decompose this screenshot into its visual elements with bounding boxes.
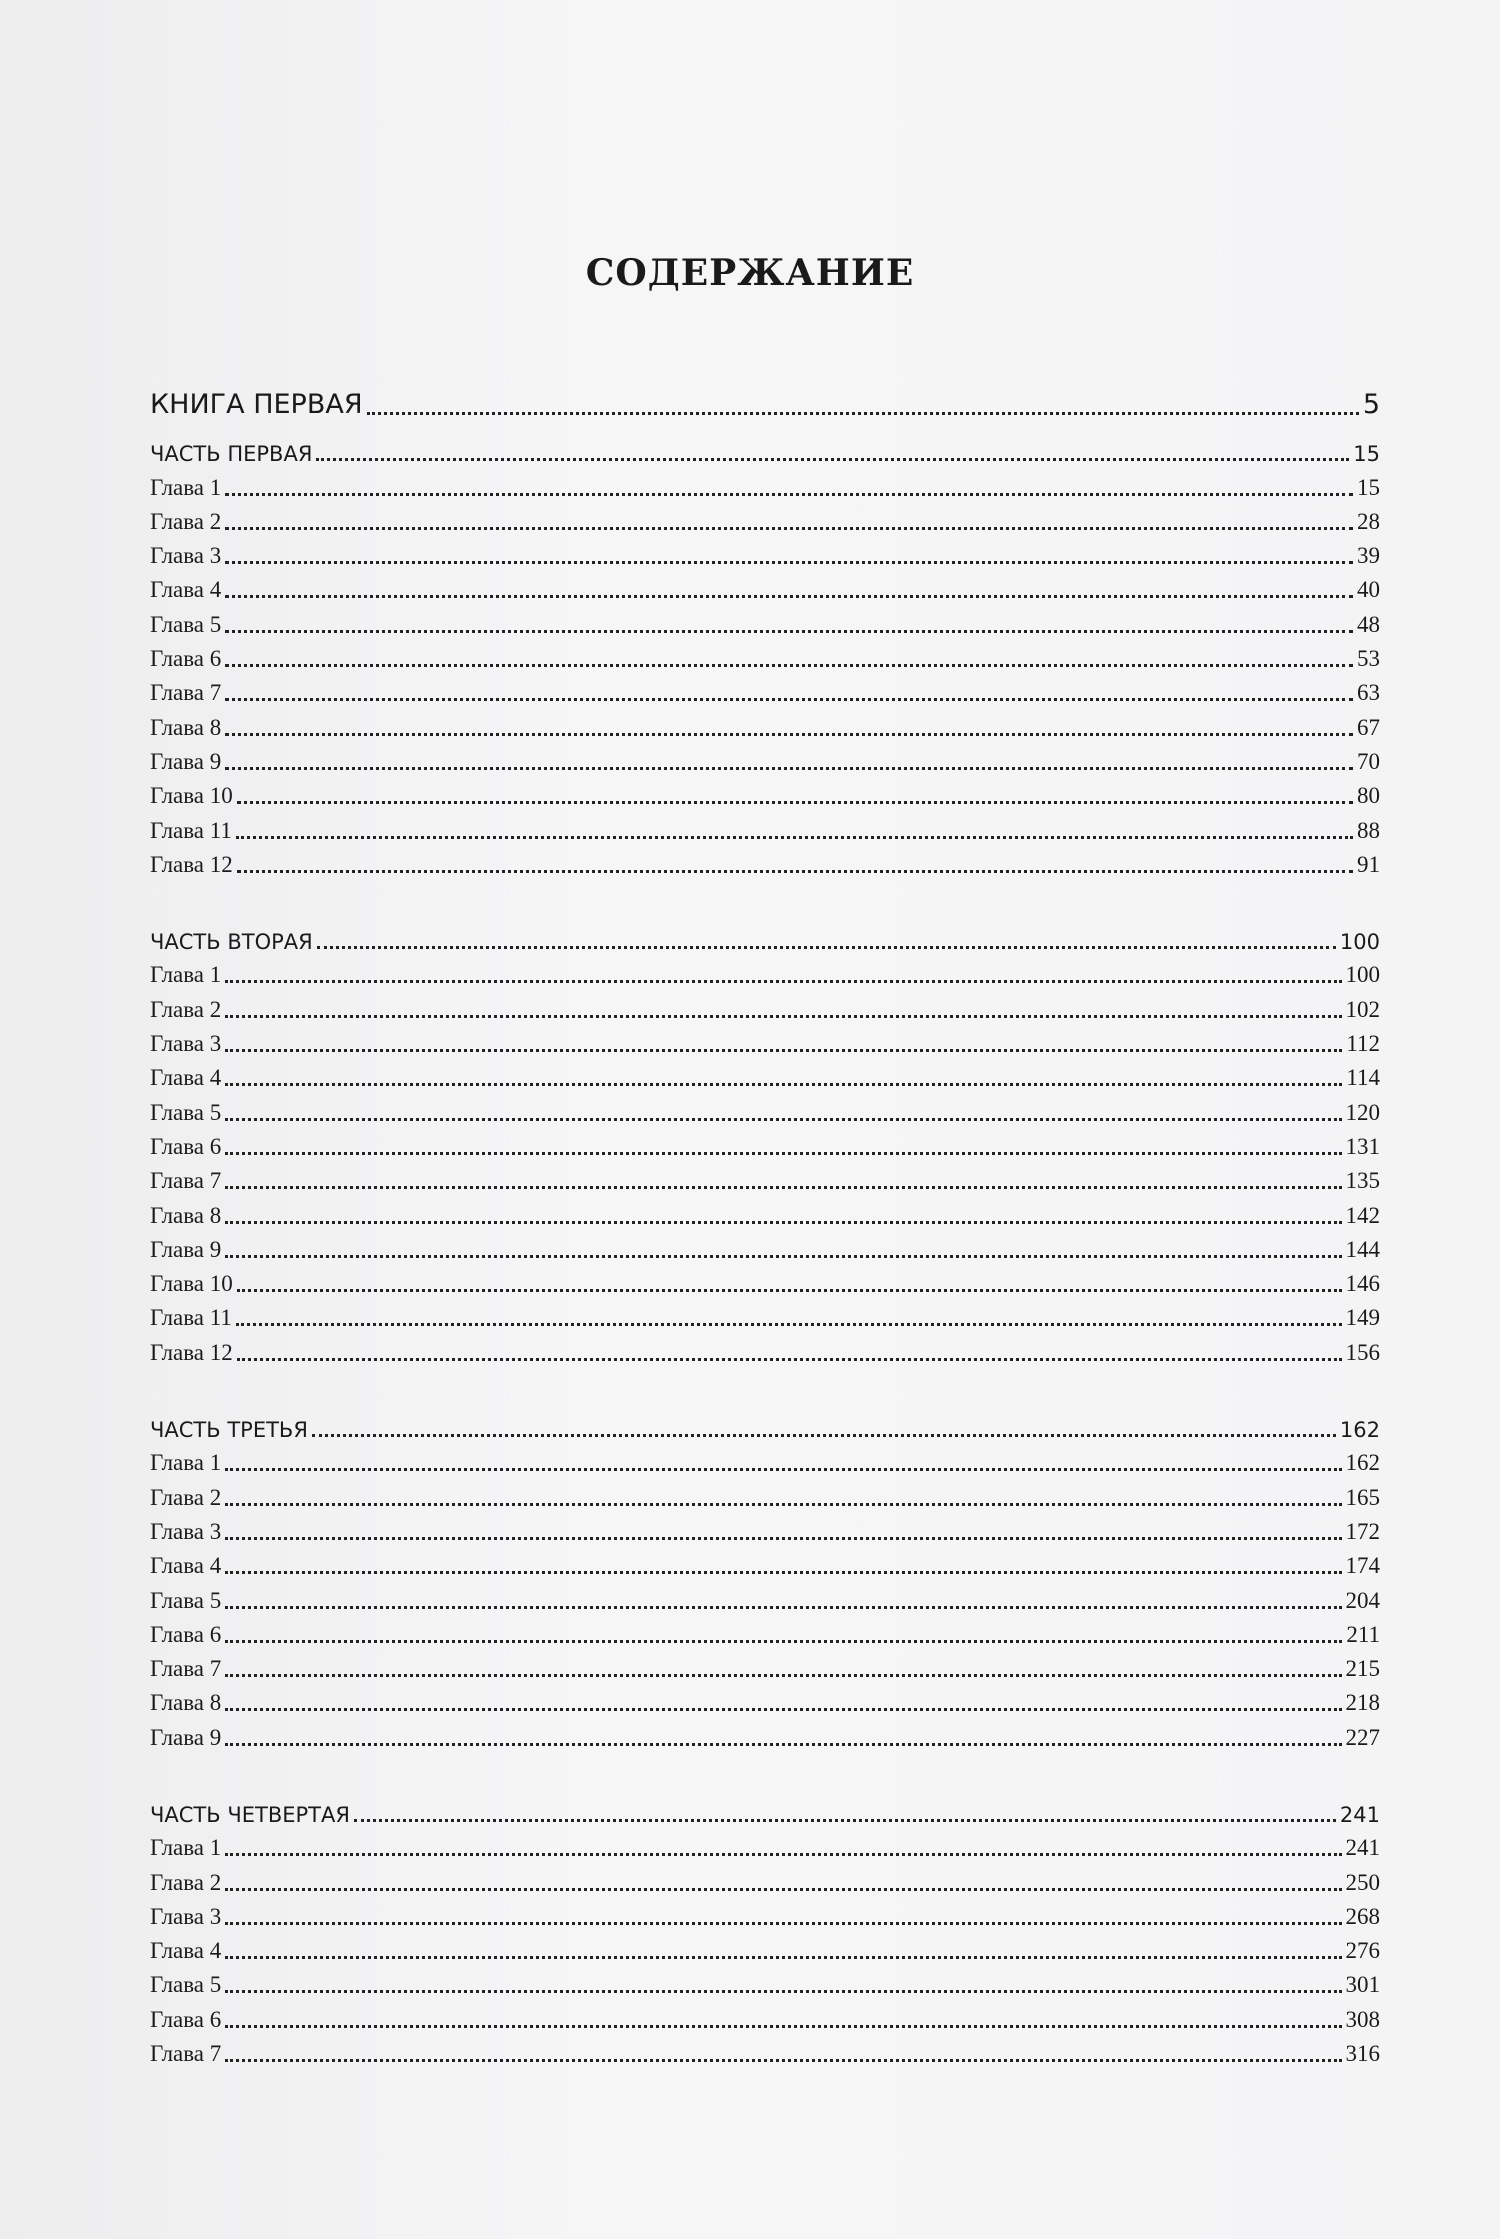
chapter-page-number: 204 — [1345, 1587, 1380, 1613]
chapter-page-number: 156 — [1345, 1339, 1380, 1365]
toc-chapter-entry — [150, 1964, 1380, 1998]
chapter-page-number: 218 — [1345, 1690, 1380, 1716]
chapter-page-number: 28 — [1357, 508, 1380, 534]
chapter-title: Глава 5 — [150, 611, 222, 637]
toc-chapter-entry — [150, 603, 1380, 637]
chapter-title: Глава 3 — [150, 1518, 222, 1544]
toc-chapter-entry — [150, 844, 1380, 878]
chapter-title: Глава 8 — [150, 714, 222, 740]
leader-dots — [354, 1819, 1336, 1822]
leader-dots — [236, 836, 1353, 839]
toc-chapter-entry — [150, 1091, 1380, 1125]
toc-chapter-entry — [150, 775, 1380, 809]
toc-chapter-entry — [150, 672, 1380, 706]
chapter-title: Глава 6 — [150, 1133, 222, 1159]
chapter-title: Глава 4 — [150, 577, 222, 603]
toc-chapter-entry — [150, 1511, 1380, 1545]
chapter-title: Глава 9 — [150, 748, 222, 774]
leader-dots — [225, 1503, 1341, 1506]
chapter-title: Глава 7 — [150, 680, 222, 706]
table-of-contents — [150, 370, 1380, 2067]
chapter-page-number: 142 — [1345, 1202, 1380, 1228]
leader-dots — [225, 1537, 1341, 1540]
chapter-title: Глава 9 — [150, 1236, 222, 1262]
chapter-title: Глава 8 — [150, 1690, 222, 1716]
chapter-page-number: 102 — [1345, 996, 1380, 1022]
chapter-page-number: 88 — [1357, 817, 1380, 843]
chapter-title: Глава 7 — [150, 1656, 222, 1682]
chapter-page-number: 241 — [1345, 1835, 1380, 1861]
part-page-number: 241 — [1339, 1802, 1380, 1827]
chapter-page-number: 172 — [1345, 1518, 1380, 1544]
toc-chapter-entry — [150, 1331, 1380, 1365]
chapter-title: Глава 7 — [150, 2041, 222, 2067]
leader-dots — [225, 1468, 1341, 1471]
toc-chapter-entry — [150, 1229, 1380, 1263]
toc-chapter-entry — [150, 1998, 1380, 2032]
chapter-title: Глава 5 — [150, 1972, 222, 1998]
leader-dots — [225, 1571, 1341, 1574]
book-title: КНИГА ПЕРВАЯ — [150, 389, 363, 420]
leader-dots — [225, 1853, 1341, 1856]
chapter-title: Глава 6 — [150, 646, 222, 672]
toc-chapter-entry — [150, 1126, 1380, 1160]
toc-chapter-entry — [150, 1057, 1380, 1091]
chapter-page-number: 63 — [1357, 680, 1380, 706]
leader-dots — [225, 561, 1353, 564]
chapter-title: Глава 4 — [150, 1938, 222, 1964]
chapter-page-number: 250 — [1345, 1869, 1380, 1895]
chapter-page-number: 15 — [1357, 474, 1380, 500]
toc-chapter-entry — [150, 1682, 1380, 1716]
leader-dots — [312, 1434, 1336, 1437]
leader-dots — [225, 493, 1353, 496]
chapter-page-number: 91 — [1357, 851, 1380, 877]
toc-chapter-entry — [150, 2033, 1380, 2067]
leader-dots — [225, 1083, 1342, 1086]
book-page-number: 5 — [1362, 389, 1380, 420]
toc-book-entry — [150, 370, 1380, 420]
leader-dots — [225, 1922, 1341, 1925]
chapter-page-number: 53 — [1357, 646, 1380, 672]
chapter-title: Глава 2 — [150, 996, 222, 1022]
chapter-page-number: 174 — [1345, 1553, 1380, 1579]
chapter-title: Глава 1 — [150, 962, 222, 988]
toc-chapter-entry — [150, 1442, 1380, 1476]
chapter-page-number: 308 — [1345, 2006, 1380, 2032]
leader-dots — [225, 595, 1353, 598]
leader-dots — [237, 870, 1353, 873]
leader-dots — [316, 458, 1349, 461]
chapter-title: Глава 8 — [150, 1202, 222, 1228]
toc-chapter-entry — [150, 569, 1380, 603]
leader-dots — [225, 1152, 1341, 1155]
toc-chapter-entry — [150, 1023, 1380, 1057]
chapter-title: Глава 9 — [150, 1724, 222, 1750]
chapter-title: Глава 5 — [150, 1587, 222, 1613]
chapter-page-number: 149 — [1345, 1305, 1380, 1331]
part-page-number: 162 — [1339, 1418, 1380, 1443]
chapter-title: Глава 3 — [150, 543, 222, 569]
toc-chapter-entry — [150, 1579, 1380, 1613]
chapter-title: Глава 3 — [150, 1903, 222, 1929]
toc-chapter-entry — [150, 741, 1380, 775]
leader-dots — [225, 980, 1341, 983]
part-title: ЧАСТЬ ПЕРВАЯ — [150, 442, 313, 467]
chapter-title: Глава 11 — [150, 1305, 232, 1331]
chapter-title: Глава 4 — [150, 1553, 222, 1579]
chapter-page-number: 70 — [1357, 748, 1380, 774]
toc-chapter-entry — [150, 1648, 1380, 1682]
chapter-title: Глава 1 — [150, 1835, 222, 1861]
chapter-title: Глава 11 — [150, 817, 232, 843]
chapter-title: Глава 3 — [150, 1031, 222, 1057]
chapter-title: Глава 12 — [150, 851, 233, 877]
part-title: ЧАСТЬ ЧЕТВЕРТАЯ — [150, 1802, 350, 1827]
leader-dots — [225, 1888, 1341, 1891]
toc-chapter-entry — [150, 706, 1380, 740]
leader-dots — [367, 412, 1359, 415]
chapter-page-number: 146 — [1345, 1271, 1380, 1297]
chapter-page-number: 276 — [1345, 1938, 1380, 1964]
leader-dots — [237, 1289, 1342, 1292]
toc-chapter-entry — [150, 1160, 1380, 1194]
chapter-page-number: 112 — [1346, 1031, 1380, 1057]
leader-dots — [225, 2059, 1341, 2062]
toc-part-entry — [150, 920, 1380, 954]
leader-dots — [225, 1049, 1342, 1052]
chapter-title: Глава 1 — [150, 1450, 222, 1476]
toc-chapter-entry — [150, 1545, 1380, 1579]
chapter-title: Глава 2 — [150, 508, 222, 534]
leader-dots — [225, 2025, 1341, 2028]
chapter-title: Глава 12 — [150, 1339, 233, 1365]
chapter-page-number: 40 — [1357, 577, 1380, 603]
leader-dots — [225, 1743, 1341, 1746]
chapter-title: Глава 10 — [150, 783, 233, 809]
leader-dots — [225, 1186, 1341, 1189]
toc-chapter-entry — [150, 1827, 1380, 1861]
leader-dots — [225, 1708, 1341, 1711]
chapter-page-number: 39 — [1357, 543, 1380, 569]
toc-chapter-entry — [150, 535, 1380, 569]
leader-dots — [236, 1323, 1342, 1326]
leader-dots — [225, 1990, 1341, 1993]
chapter-page-number: 120 — [1345, 1099, 1380, 1125]
chapter-title: Глава 4 — [150, 1065, 222, 1091]
leader-dots — [225, 664, 1353, 667]
chapter-page-number: 67 — [1357, 714, 1380, 740]
leader-dots — [225, 733, 1353, 736]
chapter-title: Глава 7 — [150, 1168, 222, 1194]
leader-dots — [317, 946, 1336, 949]
toc-part-entry — [150, 1408, 1380, 1442]
part-page-number: 100 — [1339, 930, 1380, 955]
part-page-number: 15 — [1353, 442, 1380, 467]
leader-dots — [237, 1358, 1342, 1361]
part-title: ЧАСТЬ ВТОРАЯ — [150, 930, 313, 955]
toc-chapter-entry — [150, 1476, 1380, 1510]
leader-dots — [225, 1640, 1342, 1643]
toc-chapter-entry — [150, 988, 1380, 1022]
chapter-page-number: 114 — [1346, 1065, 1380, 1091]
toc-chapter-entry — [150, 501, 1380, 535]
chapter-page-number: 215 — [1345, 1656, 1380, 1682]
toc-chapter-entry — [150, 1861, 1380, 1895]
leader-dots — [225, 767, 1353, 770]
toc-chapter-entry — [150, 638, 1380, 672]
toc-chapter-entry — [150, 1614, 1380, 1648]
leader-dots — [225, 1221, 1341, 1224]
chapter-title: Глава 6 — [150, 2006, 222, 2032]
leader-dots — [225, 698, 1353, 701]
toc-chapter-entry — [150, 1896, 1380, 1930]
chapter-page-number: 316 — [1345, 2041, 1380, 2067]
chapter-title: Глава 2 — [150, 1869, 222, 1895]
chapter-page-number: 268 — [1345, 1903, 1380, 1929]
leader-dots — [225, 1255, 1341, 1258]
part-title: ЧАСТЬ ТРЕТЬЯ — [150, 1418, 308, 1443]
toc-chapter-entry — [150, 1930, 1380, 1964]
leader-dots — [225, 630, 1353, 633]
chapter-page-number: 100 — [1345, 962, 1380, 988]
toc-chapter-entry — [150, 1297, 1380, 1331]
toc-part-entry — [150, 1793, 1380, 1827]
chapter-page-number: 80 — [1357, 783, 1380, 809]
chapter-page-number: 48 — [1357, 611, 1380, 637]
chapter-page-number: 211 — [1346, 1621, 1380, 1647]
chapter-title: Глава 2 — [150, 1484, 222, 1510]
page-title: СОДЕРЖАНИЕ — [585, 252, 915, 294]
leader-dots — [225, 1015, 1341, 1018]
toc-chapter-entry — [150, 1716, 1380, 1750]
chapter-page-number: 162 — [1345, 1450, 1380, 1476]
toc-chapter-entry — [150, 466, 1380, 500]
chapter-page-number: 135 — [1345, 1168, 1380, 1194]
toc-part-entry — [150, 432, 1380, 466]
toc-chapter-entry — [150, 1263, 1380, 1297]
leader-dots — [225, 1606, 1341, 1609]
chapter-title: Глава 1 — [150, 474, 222, 500]
toc-chapter-entry — [150, 954, 1380, 988]
chapter-title: Глава 5 — [150, 1099, 222, 1125]
leader-dots — [225, 527, 1353, 530]
chapter-title: Глава 6 — [150, 1621, 222, 1647]
chapter-page-number: 144 — [1345, 1236, 1380, 1262]
leader-dots — [225, 1674, 1341, 1677]
chapter-page-number: 301 — [1345, 1972, 1380, 1998]
toc-chapter-entry — [150, 1194, 1380, 1228]
toc-chapter-entry — [150, 809, 1380, 843]
chapter-page-number: 165 — [1345, 1484, 1380, 1510]
chapter-page-number: 131 — [1345, 1133, 1380, 1159]
leader-dots — [237, 801, 1353, 804]
chapter-title: Глава 10 — [150, 1271, 233, 1297]
leader-dots — [225, 1956, 1341, 1959]
chapter-page-number: 227 — [1345, 1724, 1380, 1750]
leader-dots — [225, 1118, 1341, 1121]
